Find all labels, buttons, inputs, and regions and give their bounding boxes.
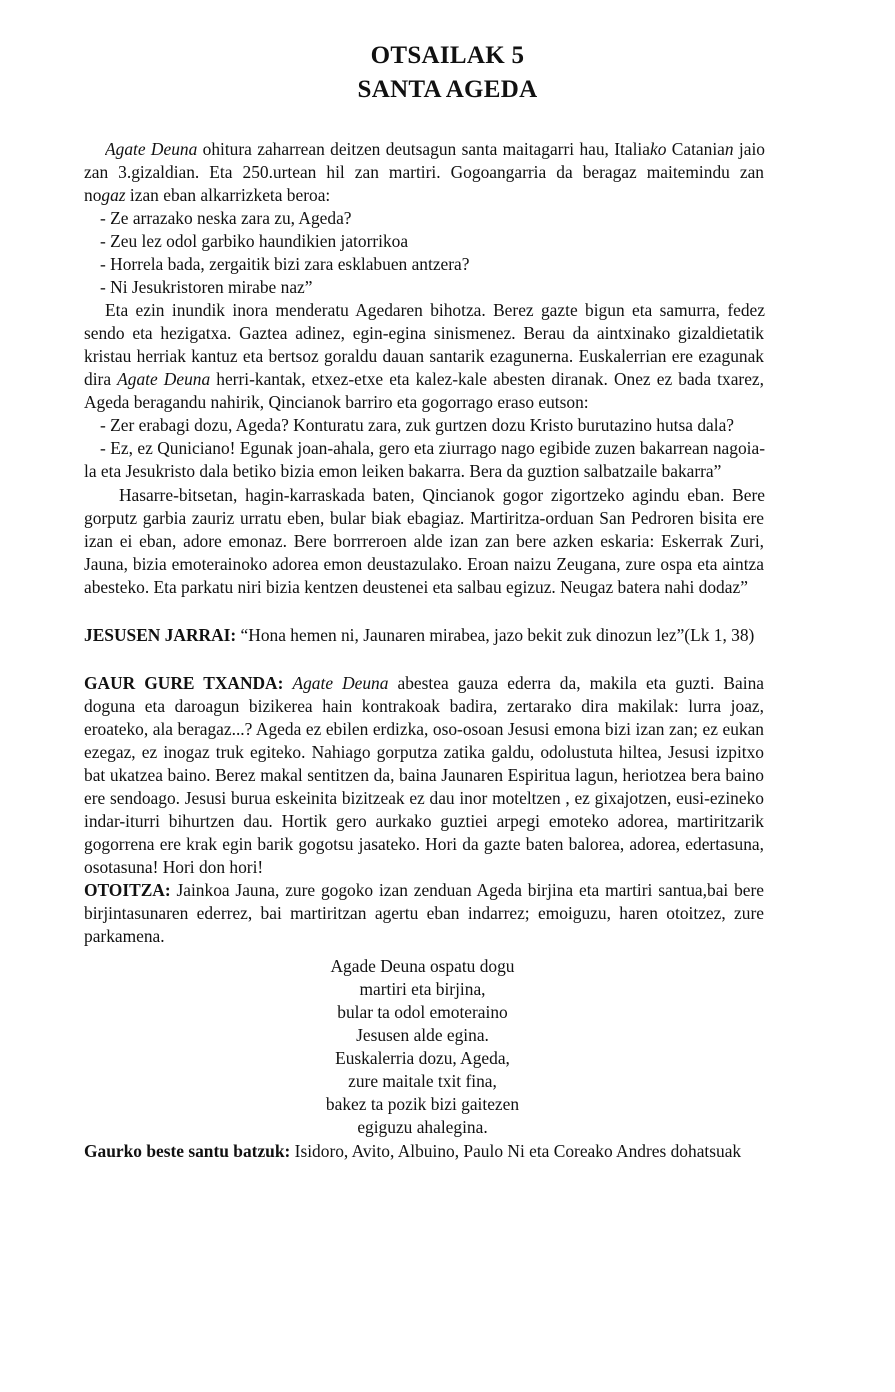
intro-text: no [84, 185, 102, 205]
intro-text: Catania [666, 139, 725, 159]
dialogue-line: - Horrela bada, zergaitik bizi zara esklabuen antzera? [100, 254, 470, 274]
poem-line: bular ta odol emoteraino [337, 1002, 508, 1022]
jarrai-quote: “Hona hemen ni, Jaunaren mirabea, jazo bekit zuk dinozun lez”(Lk 1, 38) [236, 625, 755, 645]
dialogue-line: - Ez, ez Quniciano! Egunak joan-ahala, gero eta ziurrago nago egibide zuzen bakarrean nagoia- [100, 438, 765, 458]
intro-italic: gaz [101, 185, 126, 205]
dialogue-line: - Zer erabagi dozu, Ageda? Konturatu zara, zuk gurtzen dozu Kristo burutazino hutsa dala? [100, 415, 735, 435]
txanda-line: ezegaz, ez inogaz truk egiteko. Nahiago gorputza zatika galdu, odolustuta hiltea, Jesusi izpitxo [84, 742, 764, 762]
poem-line: Agade Deuna ospatu dogu [330, 956, 515, 976]
txanda-line: bat ukatzea baino. Berez makal sentitzen da, baina Jaunaren Espiritua lagun, heriotzea bera baino [84, 765, 764, 785]
paragraph-line: Hasarre-bitsetan, hagin-karraskada baten, Qincianok gogor zigortzeko agindu eban. Bere [119, 485, 765, 505]
intro-line-3 [84, 184, 764, 206]
intro-italic: ko [649, 139, 667, 159]
txanda-line: indar-iturri bihurtzen dau. Hortik gero aurkako guztiei arpegi emoteko adorea, martiritzarik [84, 811, 764, 831]
paragraph-line: Eta ezin inundik inora menderatu Agedaren bihotza. Berez gazte bigun eta samurra, fedez [105, 300, 765, 320]
intro-line-1 [105, 138, 765, 160]
dialogue-line: - Ze arrazako neska zara zu, Ageda? [100, 208, 352, 228]
intro-italic: n [724, 139, 734, 159]
txanda-line: osotasuna! Hori don hori! [84, 857, 264, 877]
paragraph-line: gorputz garbia zauriz urratu eben, bular biak ebagiaz. Martiritza-orduan San Pedroren bisita ere [84, 508, 764, 528]
other-saints-list: Isidoro, Avito, Albuino, Paulo Ni eta Coreako Andres dohatsuak [290, 1141, 742, 1161]
txanda-line: ere sendoago. Jesusi burua eskeinita bizitzeak ez dau inor moteltzen , ez gixajotzen, eusi-ezineko [84, 788, 764, 808]
paragraph-line: Jauna, bizia emoterainoko adorea emon deustazulako. Eroan naizu Zeugana, zure ospa eta aintza [84, 554, 764, 574]
intro-text: dira [84, 369, 118, 389]
paragraph-line: kristau herriak kantuz eta bertsoz goraldu dauan santarik ezagunerna. Euskalerrian ere ezagunak [84, 346, 764, 366]
otoitza-text: Jainkoa Jauna, zure gogoko izan zenduan Ageda birjina eta martiri santua,bai bere [170, 880, 764, 900]
dialogue-line: - Zeu lez odol garbiko haundikien jatorrikoa [100, 231, 409, 251]
poem-line: bakez ta pozik bizi gaitezen [325, 1094, 520, 1114]
saint-name-italic: Agate Deuna [105, 139, 198, 159]
saint-name-italic: Agate Deuna [117, 369, 211, 389]
txanda-line [84, 672, 764, 694]
section-label: OTOITZA: [84, 880, 171, 900]
intro-text: ohitura zaharrean deitzen deutsagun santa maitagarri hau, Italia [197, 139, 650, 159]
poem-line: zure maitale txit fina, [348, 1071, 497, 1091]
txanda-line: eroateko, ala beragaz...? Ageda ez ebilen erdizka, oso-osoan Jesusi emona bizi izan zan; ez eukan [84, 719, 764, 739]
otoitza-line: parkamena. [84, 926, 165, 946]
poem-line: martiri eta birjina, [359, 979, 486, 999]
intro-text: herri-kantak, etxez-etxe eta kalez-kale abesten diranak. Onez ez bada txarez, [210, 369, 764, 389]
page-subtitle: SANTA AGEDA [357, 76, 538, 103]
paragraph-line: Ageda beragandu nahirik, Qincianok barriro eta gogorrago eraso eutson: [84, 392, 589, 412]
other-saints-line [84, 1140, 764, 1162]
poem-line: egiguzu ahalegina. [357, 1117, 488, 1137]
intro-line-2: zan 3.gizaldian. Eta 250.urtean hil zan martiri. Gogoangarria da beragaz maitemindu zan [84, 162, 764, 182]
otoitza-line [84, 879, 764, 901]
dialogue-line: - Ni Jesukristoren mirabe naz” [100, 277, 313, 297]
paragraph-line: izan ei eban, adore emonaz. Bere borrreroen alde izan zan bere azken eskaria: Eskerrak Zuri, [84, 531, 764, 551]
txanda-line: doguna eta daroagun bizikerea hain kontrakoak badira, zertarako dira makilak: lurra joaz, [84, 696, 764, 716]
paragraph-line: abesteko. Eta parkatu niri bizia kentzen deustenei eta salbau egizuz. Neugaz batera nahi dodaz” [84, 577, 748, 597]
intro-text: jaio [733, 139, 765, 159]
otoitza-line: birjintasunaren ederrez, bai martiritzan agertu eban indarrez; emoiguzu, haren otoitzez, zure [84, 903, 764, 923]
section-label: JESUSEN JARRAI: [84, 625, 237, 645]
section-label: Gaurko beste santu batzuk: [84, 1141, 291, 1161]
intro-text: izan eban alkarrizketa beroa: [125, 185, 331, 205]
txanda-line: gogorrena ere krak egin barik gogotsu jasateko. Hori da gazte baten balorea, adorea, edertasuna, [84, 834, 764, 854]
dialogue-line: la eta Jesukristo dala betiko bizia emon leiken bakarra. Bera da guztion salbatzaile bakarra” [84, 461, 722, 481]
paragraph-line: sendo eta hezigatxa. Gaztea adinez, egin-egina sinismenez. Berau da aintxinako gizaldietatik [84, 323, 764, 343]
txanda-text: abestea gauza ederra da, makila eta guzti. Baina [397, 673, 764, 693]
page-title: OTSAILAK 5 [370, 42, 525, 69]
saint-name-italic: Agate Deuna [292, 673, 389, 693]
poem-line: Euskalerria dozu, Ageda, [335, 1048, 510, 1068]
section-label: GAUR GURE TXANDA: [84, 673, 284, 693]
paragraph-line [84, 368, 764, 390]
jarrai-line [84, 624, 764, 646]
poem-line: Jesusen alde egina. [356, 1025, 489, 1045]
